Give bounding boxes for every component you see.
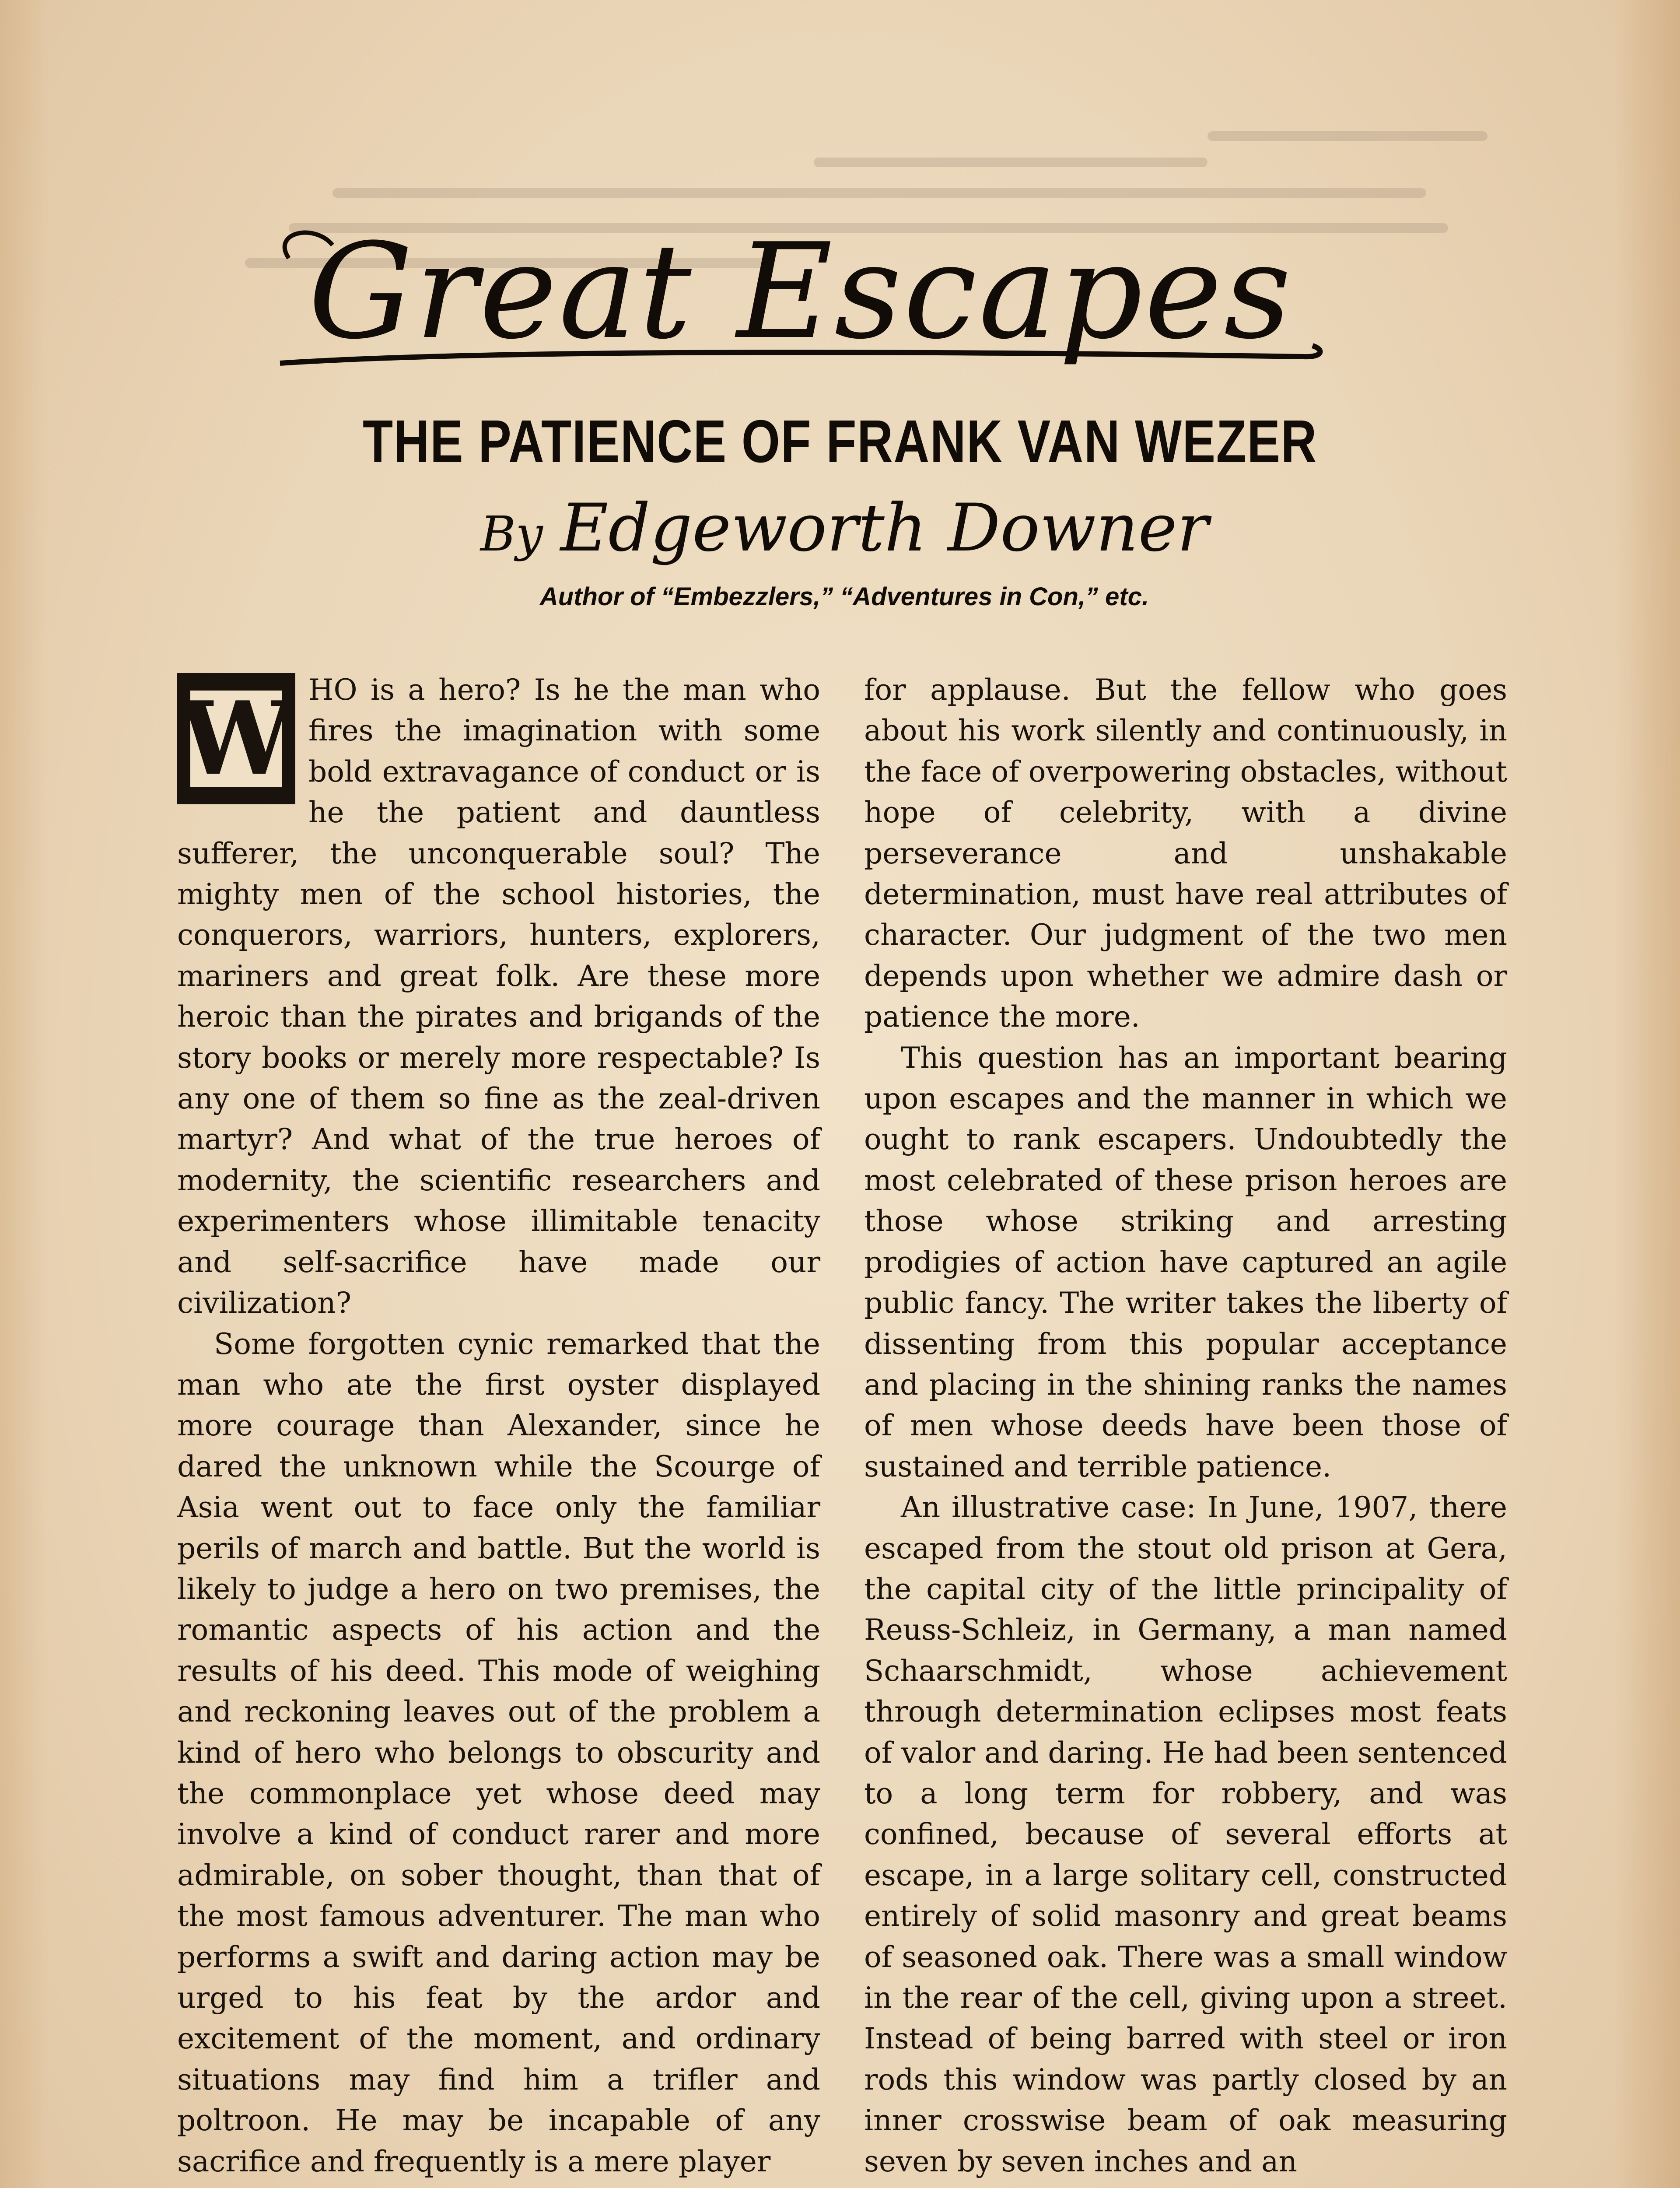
article-column-left [177, 670, 820, 2188]
paragraph-text: HO is a hero? Is he the man who fires the imagination with some bold extravagance of conduct or is he the patient and dauntless sufferer, the unconquerable soul? The mighty men of the school histories, the conquerors, warriors, hunters, explorers, mariners and great folk. Are these more heroic than the pirates and brigands of the story books or merely more respectable? Is any one of them so fine as the zeal-driven martyr? And what of the true heroes of modernity, the scientific researchers and experimenters whose illimitable tenacity and self-sacrifice have made our civilization? [177, 673, 820, 1320]
byline [385, 490, 1304, 578]
paragraph [177, 670, 820, 1324]
drop-cap-letter: W [179, 680, 293, 798]
page-edge-shading-left [0, 0, 48, 2188]
author-name: Edgeworth Downer [560, 490, 1209, 566]
story-title: THE PATIENCE OF FRANK VAN WEZER [363, 408, 1317, 475]
series-title-logo [262, 206, 1339, 398]
paragraph: Some forgotten cynic remarked that the man who ate the first oyster displayed more courage than Alexander, since he dared the unknown while the Scourge of Asia went out to face only the familiar perils of march and battle. But the world is likely to judge a hero on two premises, the romantic aspects of his action and the results of his deed. This mode of weighing and reckoning leaves out of the problem a kind of hero who belongs to obscurity and the commonplace yet whose deed may involve a kind of conduct rarer and more admirable, on sober thought, than that of the most famous adventurer. The man who performs a swift and daring action may be urged to his feat by the ardor and excitement of the moment, and ordinary situations may find him a trifler and poltroon. He may be incapable of any sacrifice and frequently is a mere player [177, 1327, 820, 2178]
series-title-text: Great Escapes [308, 215, 1293, 368]
author-credits: Author of “Embezzlers,” “Adventures in Con,” etc. [539, 582, 1149, 611]
article-column-right [864, 670, 1507, 2188]
paragraph: This question has an important bearing upon escapes and the manner in which we ought to rank escapers. Undoubtedly the most celebrated of these prison heroes are those whose striking and arresting prodigies of action have captured an agile public fancy. The writer takes the liberty of dissenting from this popular acceptance and placing in the shining ranks the names of men whose deeds have been those of sustained and terrible patience. [864, 1041, 1507, 1483]
drop-cap [177, 673, 295, 804]
page-edge-shading-right [1614, 0, 1680, 2188]
paragraph: for applause. But the fellow who goes about his work silently and continuously, in the face of overpowering obstacles, without hope of celebrity, with a divine perseverance and unshakable determination, must have real attributes of character. Our judgment of the two men depends upon whether we admire dash or patience the more. [864, 673, 1507, 1034]
byline-prefix: By [480, 506, 543, 562]
paragraph: An illustrative case: In June, 1907, there escaped from the stout old prison at Gera, the capital city of the little principality of Reuss-Schleiz, in Germany, a man named Schaarschmidt, whose achievement through determination eclipses most feats of valor and daring. He had been sentenced to a long term for robbery, and was confined, because of several efforts at escape, in a large solitary cell, constructed entirely of solid masonry and great beams of seasoned oak. There was a small window in the rear of the cell, giving upon a street. Instead of being barred with steel or iron rods this window was partly closed by an inner crosswise beam of oak measuring seven by seven inches and an [864, 1490, 1507, 2178]
